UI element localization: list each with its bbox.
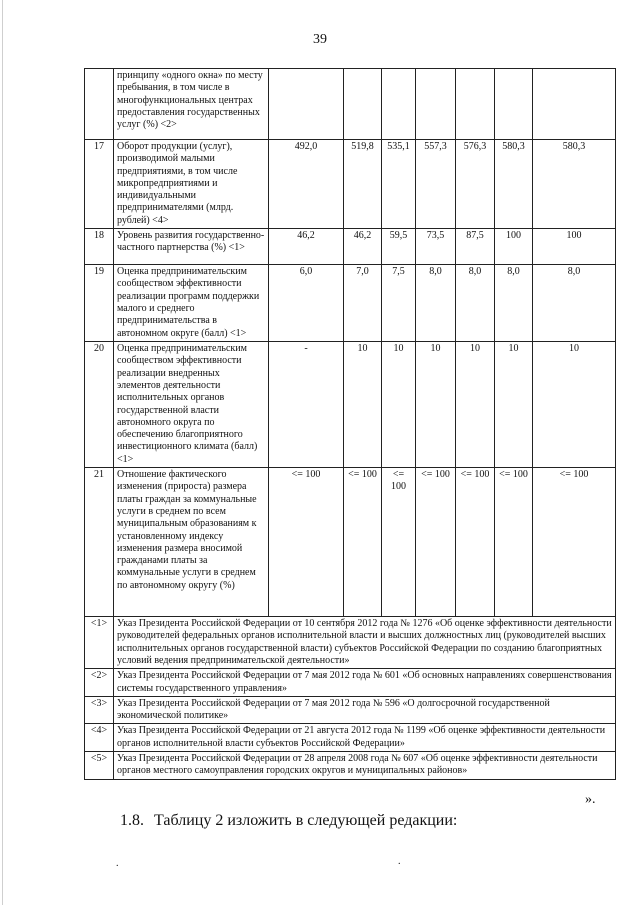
indicator-value — [495, 69, 533, 140]
indicator-value: 580,3 — [533, 140, 616, 229]
indicator-name: Уровень развития государственно-частного партнерства (%) <1> — [114, 229, 269, 265]
indicator-name: Отношение фактического изменения (прироста) размера платы граждан за коммунальные услуги в среднем по всем муниципальным образованиям к установленному индексу изменения размера вносимой гражданами платы за коммунальные услуги в среднем по автономному округу (%) — [114, 468, 269, 617]
indicator-name: Оценка предпринимательским сообществом эффективности реализации программ поддержки малого и среднего предпринимательства в автономном округе (балл) <1> — [114, 265, 269, 342]
indicator-value: 100 — [495, 229, 533, 265]
indicator-value: <= 100 — [495, 468, 533, 617]
table-row — [85, 69, 616, 140]
indicator-value: <= 100 — [269, 468, 344, 617]
indicator-value: <= 100 — [533, 468, 616, 617]
indicator-value: 576,3 — [456, 140, 495, 229]
indicator-value: 10 — [382, 342, 416, 468]
indicator-value — [269, 69, 344, 140]
footnote-text: Указ Президента Российской Федерации от 10 сентября 2012 года № 1276 «Об оценке эффективности деятельности руководителей федеральных органов исполнительной власти и высших должностных лиц (руководителей высших исполнительных органов государственной власти) субъектов Российской Федерации по созданию благоприятных условий ведения предпринимательской деятельности» — [114, 617, 616, 669]
row-number: 20 — [85, 342, 114, 468]
indicator-value: 10 — [495, 342, 533, 468]
section-heading — [120, 812, 457, 830]
page-number: 39 — [313, 32, 327, 47]
indicator-name: Оценка предпринимательским сообществом эффективности реализации внедренных элементов деятельности исполнительных органов государственной власти автономного округа по обеспечению благоприятного инвестиционного климата (балл) <1> — [114, 342, 269, 468]
indicator-value: 492,0 — [269, 140, 344, 229]
table-row — [85, 468, 616, 617]
indicator-value — [456, 69, 495, 140]
indicator-value: 535,1 — [382, 140, 416, 229]
indicator-value: 46,2 — [344, 229, 382, 265]
indicator-name: Оборот продукции (услуг), производимой малыми предприятиями, в том числе микропредприятиями и индивидуальными предпринимателями (млрд. рублей) <4> — [114, 140, 269, 229]
indicator-value: 59,5 — [382, 229, 416, 265]
table-row — [85, 140, 616, 229]
footnote-mark: <5> — [85, 752, 114, 780]
row-number: 21 — [85, 468, 114, 617]
footnote-row — [85, 617, 616, 669]
footnote-text: Указ Президента Российской Федерации от 21 августа 2012 года № 1199 «Об оценке эффективности деятельности органов исполнительной власти субъектов Российской Федерации» — [114, 724, 616, 752]
footnote-row — [85, 696, 616, 724]
indicator-value: <= 100 — [456, 468, 495, 617]
indicator-value: 100 — [533, 229, 616, 265]
closing-quote: ». — [585, 792, 596, 807]
footnote-mark: <2> — [85, 669, 114, 697]
indicator-value: 10 — [456, 342, 495, 468]
footnote-row — [85, 724, 616, 752]
indicator-value: 87,5 — [456, 229, 495, 265]
indicator-value: 8,0 — [456, 265, 495, 342]
indicator-value — [416, 69, 456, 140]
section-number: 1.8. — [120, 812, 144, 829]
indicator-name: принципу «одного окна» по месту пребывания, в том числе в многофункциональных центрах предоставления государственных услуг (%) <2> — [114, 69, 269, 140]
table-row — [85, 265, 616, 342]
indicator-value: 8,0 — [495, 265, 533, 342]
indicator-value: 73,5 — [416, 229, 456, 265]
row-number: 19 — [85, 265, 114, 342]
scan-dot: . — [116, 858, 119, 869]
indicator-value: 7,5 — [382, 265, 416, 342]
indicator-value — [533, 69, 616, 140]
footnote-mark: <1> — [85, 617, 114, 669]
indicators-table — [84, 68, 616, 780]
row-number — [85, 69, 114, 140]
row-number: 18 — [85, 229, 114, 265]
indicator-value — [382, 69, 416, 140]
indicator-value: <= 100 — [416, 468, 456, 617]
indicator-value: - — [269, 342, 344, 468]
table-row — [85, 229, 616, 265]
footnote-row — [85, 669, 616, 697]
footnote-text: Указ Президента Российской Федерации от 28 апреля 2008 года № 607 «Об оценке эффективности деятельности органов местного самоуправления городских округов и муниципальных районов» — [114, 752, 616, 780]
footnote-mark: <4> — [85, 724, 114, 752]
indicator-value: 46,2 — [269, 229, 344, 265]
indicator-value: 8,0 — [416, 265, 456, 342]
indicator-value — [344, 69, 382, 140]
indicator-value: 10 — [416, 342, 456, 468]
indicator-value: 557,3 — [416, 140, 456, 229]
indicator-value: 6,0 — [269, 265, 344, 342]
indicator-value: <= 100 — [382, 468, 416, 617]
indicator-value: 10 — [344, 342, 382, 468]
indicator-value: 580,3 — [495, 140, 533, 229]
row-number: 17 — [85, 140, 114, 229]
indicator-value: 519,8 — [344, 140, 382, 229]
section-text: Таблицу 2 изложить в следующей редакции: — [154, 812, 458, 829]
scan-dot: . — [398, 856, 401, 867]
footnote-text: Указ Президента Российской Федерации от 7 мая 2012 года № 601 «Об основных направлениях совершенствования системы государственного управления» — [114, 669, 616, 697]
table-row — [85, 342, 616, 468]
indicator-value: <= 100 — [344, 468, 382, 617]
indicator-value: 8,0 — [533, 265, 616, 342]
footnote-text: Указ Президента Российской Федерации от 7 мая 2012 года № 596 «О долгосрочной государственной экономической политике» — [114, 696, 616, 724]
indicator-value: 10 — [533, 342, 616, 468]
indicator-value: 7,0 — [344, 265, 382, 342]
footnote-row — [85, 752, 616, 780]
footnote-mark: <3> — [85, 696, 114, 724]
scan-edge-line — [2, 0, 3, 905]
